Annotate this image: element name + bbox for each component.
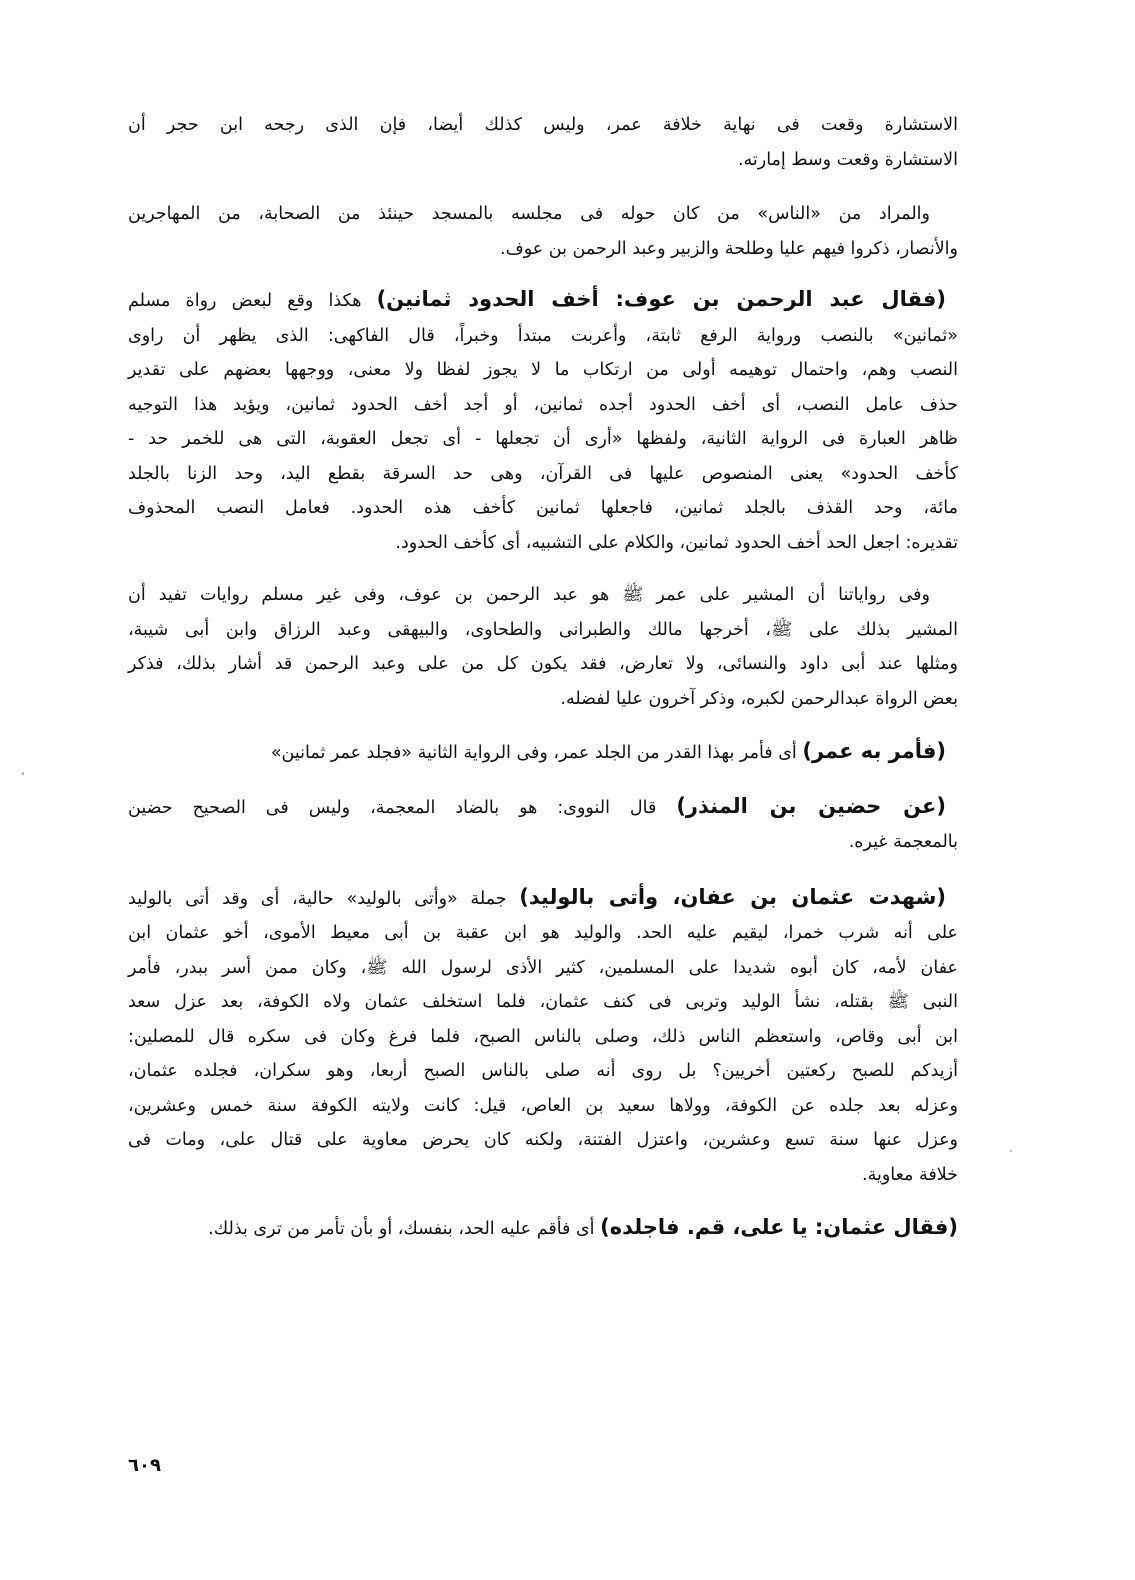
text-line-with-lemma (128, 880, 958, 917)
lemma-heading: (فأمر به عمر) (802, 739, 946, 763)
paragraph-7 (128, 880, 958, 1193)
text-run: أى فأمر بهذا القدر من الجلد عمر، وفى الرواية الثانية «فجلد عمر ثمانين» (270, 743, 803, 763)
text-line: مائة، وحد القذف بالجلد ثمانين، فاجعلها ثمانين كأخف هذه الحدود. فعامل النصب المحذوف (128, 498, 958, 518)
paragraph-6 (128, 789, 958, 860)
text-line-with-lemma (128, 734, 958, 771)
text-line: عفان لأمه، كان أبوه شديدا على المسلمين، كثير الأذى لرسول الله ﷺ، وكان ممن أسر ببدر، فأمر (128, 957, 958, 978)
text-line: الاستشارة وقعت وسط إمارته. (737, 149, 958, 170)
text-line: كأخف الحدود» يعنى المنصوص عليها فى القرآن، وهى حد السرقة بقطع اليد، وحد الزنا بالجلد (128, 463, 958, 484)
lemma-heading: (فقال عثمان: يا على، قم. فاجلده) (600, 1215, 958, 1239)
paragraph-1 (128, 108, 958, 177)
text-line: حذف عامل النصب، أى أخف الحدود أجده ثمانين، أو أجد أخف الحدود ثمانين، ويؤيد هذا التوجيه (128, 394, 958, 415)
text-run: أى فأقم عليه الحد، بنفسك، أو بأن تأمر من ترى بذلك. (208, 1219, 601, 1239)
text-line: ومثلها عند أبى داود والنسائى، ولا تعارض، فقد يكون كل من على وعبد الرحمن قد أشار بذلك، فذكر (128, 654, 958, 674)
text-line: وفى رواياتنا أن المشير على عمر ﷺ هو عبد الرحمن بن عوف، وفى غير مسلم روايات تفيد أن (128, 585, 930, 605)
paragraph-2 (128, 197, 958, 266)
text-line: تقديره: اجعل الحد أخف الحدود ثمانين، والكلام على التشبيه، أى كأخف الحدود. (395, 532, 958, 553)
lemma-heading: (شهدت عثمان بن عفان، وأتى بالوليد) (519, 884, 947, 909)
page-number: ٦٠٩ (128, 1455, 161, 1476)
text-line: بعض الرواة عبدالرحمن لكبره، وذكر آخرون عليا لفضله. (560, 688, 958, 709)
paragraph-4 (128, 578, 958, 716)
text-line-with-lemma (128, 282, 958, 319)
text-line: «ثمانين» بالنصب ورواية الرفع ثابتة، وأعربت مبتدأ وخبراً، قال الفاكهى: الذى يظهر أن راوى (128, 325, 958, 346)
lemma-heading: (فقال عبد الرحمن بن عوف: أخف الحدود ثمانين) (376, 287, 946, 311)
paragraph-8 (128, 1210, 958, 1247)
text-line: وعزله بعد جلده عن الكوفة، وولاها سعيد بن العاص، قيل: كانت ولايته الكوفة سنة خمس وعشرين، (128, 1095, 958, 1116)
text-line: ظاهر العبارة فى الرواية الثانية، ولفظها «أرى أن تجعلها - أى تجعل العقوبة، التى هى للخمر حد - (128, 429, 958, 449)
lemma-heading: (عن حضين بن المنذر) (676, 793, 947, 818)
text-line: المشير بذلك على ﷺ، أخرجها مالك والطبرانى والطحاوى، والبيهقى وعبد الرزاق وابن أبى شيبة، (128, 619, 958, 640)
text-line-with-lemma (128, 1210, 958, 1247)
text-line-with-lemma (128, 789, 958, 826)
text-line: خلافة معاوية. (862, 1164, 958, 1185)
text-line: النبى ﷺ بقتله، نشأ الوليد وتربى فى كنف عثمان، فلما استخلف عثمان ولاه الكوفة، بعد عزل سعد (128, 992, 958, 1012)
text-line: بالمعجمة غيره. (848, 832, 958, 852)
text-line: النصب وهم، واحتمال توهيمه أولى من ارتكاب ما لا يجوز لفظا ولا معنى، ووجهها بعضهم على تقدير (128, 360, 958, 380)
text-run: قال النووى: هو بالضاد المعجمة، وليس فى الصحيح حضين (128, 797, 677, 818)
text-line: الاستشارة وقعت فى نهاية خلافة عمر، وليس كذلك أيضا، فإن الذى رجحه ابن حجر أن (128, 115, 958, 135)
scan-speck (1010, 1150, 1012, 1152)
scan-speck (22, 772, 24, 775)
page-body (128, 108, 958, 1261)
text-run: جملة «وأتى بالوليد» حالية، أى وقد أتى بالوليد (128, 888, 520, 909)
text-line: والأنصار، ذكروا فيهم عليا وطلحة والزبير وعبد الرحمن بن عوف. (500, 238, 958, 259)
paragraph-5 (128, 734, 958, 771)
text-run: هكذا وقع لبعض رواة مسلم (128, 291, 377, 311)
paragraph-3 (128, 282, 958, 560)
text-line: على أنه شرب خمرا، ليقيم عليه الحد. والوليد هو ابن عقبة بن أبى معيط الأموى، أخو عثمان ابن (128, 923, 958, 943)
text-line: أزيدكم للصبح ركعتين أخريين؟ بل روى أنه صلى بالناس الصبح أربعا، وهو سكران، فجلده عثمان، (128, 1061, 958, 1081)
text-line: وعزل عنها سنة تسع وعشرين، واعتزل الفتنة، ولكنه كان يحرض معاوية على قتال على، ومات فى (128, 1130, 958, 1150)
text-line: والمراد من «الناس» من كان حوله فى مجلسه بالمسجد حينئذ من الصحابة، من المهاجرين (128, 204, 930, 224)
text-line: ابن أبى وقاص، واستعظم الناس ذلك، وصلى بالناس الصبح، فلما فرغ وكان فى سكره قال للمصلين: (128, 1026, 958, 1047)
